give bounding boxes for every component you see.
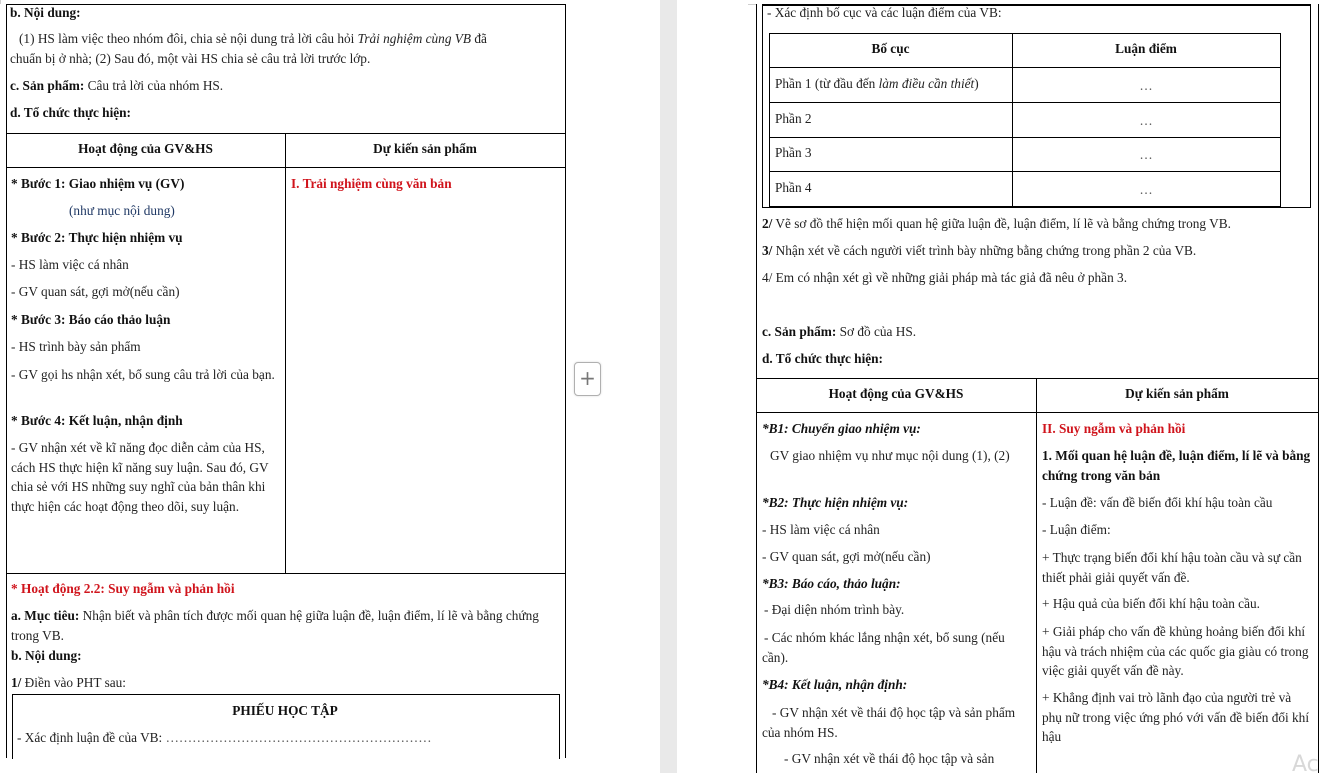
structure-row-border xyxy=(769,67,1280,68)
structure-row-part: Phần 3 xyxy=(775,145,812,160)
point-5: + Giải pháp cho vấn đề khủng hoảng biến đổi khí hậu và trách nhiệm của các quốc gia giàu có trong việc giải quyết vấn đề này. xyxy=(1042,624,1309,678)
b4-label: *B4: Kết luận, nhận định: xyxy=(762,677,908,692)
left-box-top-border xyxy=(6,4,566,5)
question-4: 4/ Em có nhận xét gì về những giải pháp mà tác giả đã nêu ở phần 3. xyxy=(762,270,1128,285)
step2-label: * Bước 2: Thực hiện nhiệm vụ xyxy=(11,230,183,245)
table-top-border xyxy=(6,133,566,134)
left-box-right-border xyxy=(565,4,566,758)
structure-row-value: … xyxy=(1139,113,1153,128)
pht-box-bottom xyxy=(762,207,1311,208)
step1-label: * Bước 1: Giao nhiệm vụ (GV) xyxy=(11,176,185,191)
structure-row-border xyxy=(769,171,1280,172)
b1-label: *B1: Chuyển giao nhiệm vụ: xyxy=(762,421,921,436)
right-header-expected: Dự kiến sản phẩm xyxy=(1125,386,1229,401)
d-heading-right: d. Tổ chức thực hiện: xyxy=(762,351,883,366)
table-header-activity: Hoạt động của GV&HS xyxy=(78,141,213,156)
point-1: - Luận đề: vấn đề biến đổi khí hậu toàn cầu xyxy=(1042,495,1273,510)
point-3: + Thực trạng biến đổi khí hậu toàn cầu và sự cần thiết phải giải quyết vấn đề. xyxy=(1042,550,1302,585)
structure-header-points: Luận điểm xyxy=(1115,41,1177,56)
b-text-line1: (1) HS làm việc theo nhóm đôi, chia sẻ nội dung trả lời câu hỏi Trải nghiệm cùng VB đã xyxy=(19,31,487,46)
page-corner-mark xyxy=(748,4,756,5)
point-2: - Luận điểm: xyxy=(1042,522,1111,537)
structure-row-value: … xyxy=(1139,78,1153,93)
activation-watermark: Ac xyxy=(1292,752,1319,777)
pht-box-right xyxy=(1310,4,1311,207)
b3-item-a: - Đại diện nhóm trình bày. xyxy=(764,602,905,617)
step1-note: (như mục nội dung) xyxy=(69,203,175,218)
point-6: + Khẳng định vai trò lãnh đạo của người trẻ và phụ nữ trong việc ứng phó với vấn đề biến đổi khí hậu xyxy=(1042,690,1310,744)
activity-22-title: * Hoạt động 2.2: Suy ngẫm và phản hồi xyxy=(11,581,235,596)
right-box-right-border xyxy=(1318,4,1319,773)
b4-item-a: - GV nhận xét về thái độ học tập và sản phẩm của nhóm HS. xyxy=(762,705,1016,740)
pht-line1: - Xác định luận đề của VB: …………………………………………………… xyxy=(17,730,432,745)
step2-item-a: - HS làm việc cá nhân xyxy=(11,257,129,272)
b2-label: *B2: Thực hiện nhiệm vụ: xyxy=(762,495,909,510)
structure-row-value: … xyxy=(1139,182,1153,197)
structure-row-part: Phần 2 xyxy=(775,111,812,126)
b3-label: *B3: Báo cáo, thảo luận: xyxy=(762,576,901,591)
step3-item-b: - GV gọi hs nhận xét, bổ sung câu trả lời của bạn. xyxy=(11,367,275,382)
step3-label: * Bước 3: Báo cáo thảo luận xyxy=(11,312,171,327)
b-text-line2: chuẩn bị ở nhà; (2) Sau đó, một vài HS chia sẻ câu trả lời trước lớp. xyxy=(10,51,371,66)
item1: 1/ Điền vào PHT sau: xyxy=(11,675,126,690)
page-separator xyxy=(660,0,677,773)
structure-header-layout: Bố cục xyxy=(871,41,910,56)
b4-item-b: - GV nhận xét về thái độ học tập và sản xyxy=(784,751,995,766)
section-ii-heading: II. Suy ngẫm và phản hồi xyxy=(1042,421,1186,436)
b3-item-b: - Các nhóm khác lắng nhận xét, bổ sung (nếu cần). xyxy=(762,630,1005,665)
header-bottom-border xyxy=(6,167,566,168)
b2-item-a: - HS làm việc cá nhân xyxy=(762,522,880,537)
d-heading: d. Tổ chức thực hiện: xyxy=(10,105,131,120)
page-corner-mark xyxy=(0,0,1,4)
step4-label: * Bước 4: Kết luận, nhận định xyxy=(11,413,183,428)
structure-row-border xyxy=(769,102,1280,103)
step4-item-a: - GV nhận xét về kĩ năng đọc diễn cảm của HS, cách HS thực hiện kĩ năng suy luận. Sau đó, GV chia sẻ với HS những suy nghĩ của bản thân khi thực hiện các hoạt động theo dõi, suy luận. xyxy=(11,440,269,514)
section-ii-sub: 1. Mối quan hệ luận đề, luận điểm, lí lẽ và bằng chứng trong văn bản xyxy=(1042,448,1311,483)
pht-title: PHIẾU HỌC TẬP xyxy=(232,703,338,718)
right-column-divider xyxy=(1036,378,1037,773)
step2-item-b: - GV quan sát, gợi mở(nếu cần) xyxy=(11,284,180,299)
question-2: 2/ Vẽ sơ đồ thể hiện mối quan hệ giữa luận đề, luận điểm, lí lẽ và bằng chứng trong VB. xyxy=(762,216,1231,231)
b-heading: b. Nội dung: xyxy=(10,5,81,20)
pht-box-left xyxy=(762,4,763,207)
structure-row-border xyxy=(769,137,1280,138)
structure-row-value: … xyxy=(1139,147,1153,162)
structure-row-part: Phần 4 xyxy=(775,180,812,195)
add-button[interactable]: + xyxy=(574,362,601,396)
column-divider xyxy=(285,133,286,573)
table-header-expected: Dự kiến sản phẩm xyxy=(373,141,477,156)
right-header-activity: Hoạt động của GV&HS xyxy=(828,386,964,401)
pht-line2: - Xác định bố cục và các luận điểm của VB: xyxy=(767,5,1002,20)
c-line-right: c. Sản phẩm: Sơ đồ của HS. xyxy=(762,324,917,339)
question-3: 3/ Nhận xét về cách người viết trình bày những bằng chứng trong phần 2 của VB. xyxy=(762,243,1197,258)
left-box-left-border xyxy=(6,4,7,758)
a-objective: a. Mục tiêu: Nhận biết và phân tích được mối quan hệ giữa luận đề, luận điểm, lí lẽ và bằng chứng trong VB. xyxy=(11,608,539,643)
section-i-heading: I. Trải nghiệm cùng văn bản xyxy=(291,176,452,191)
c-line: c. Sản phẩm: Câu trả lời của nhóm HS. xyxy=(10,78,224,93)
b1-text: GV giao nhiệm vụ như mục nội dung (1), (2) xyxy=(770,448,1010,463)
right-header-bottom-border xyxy=(756,412,1319,413)
point-4: + Hậu quả của biến đổi khí hậu toàn cầu. xyxy=(1042,596,1260,611)
b-content-heading: b. Nội dung: xyxy=(11,648,82,663)
right-table-top-border xyxy=(756,378,1319,379)
step3-item-a: - HS trình bày sản phẩm xyxy=(11,339,141,354)
structure-row-part: Phần 1 (từ đầu đến làm điều cần thiết) xyxy=(775,76,979,91)
table-bottom-border xyxy=(6,573,566,574)
b2-item-b: - GV quan sát, gợi mở(nếu cần) xyxy=(762,549,931,564)
